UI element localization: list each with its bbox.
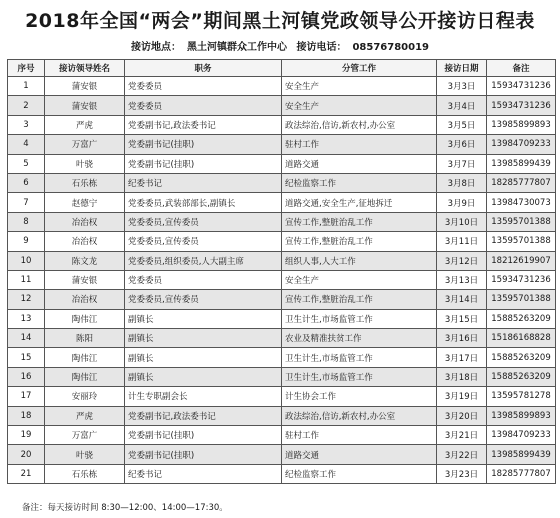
cell-no: 8 [8, 212, 45, 231]
cell-phone: 18285777807 [487, 464, 556, 483]
cell-no: 9 [8, 232, 45, 251]
cell-no: 11 [8, 270, 45, 289]
cell-date: 3月9日 [437, 193, 487, 212]
cell-no: 12 [8, 290, 45, 309]
cell-no: 21 [8, 464, 45, 483]
table-row [8, 96, 556, 115]
cell-date: 3月22日 [437, 445, 487, 464]
cell-position: 副镇长 [125, 309, 282, 328]
cell-name: 陈阳 [45, 329, 125, 348]
location-value: 黑土河镇群众工作中心 [186, 42, 287, 53]
document-title: 2018年全国“两会”期间黑土河镇党政领导公开接访日程表 [25, 10, 535, 32]
cell-no: 17 [8, 387, 45, 406]
location-label: 接访地点： [130, 42, 181, 53]
cell-no: 1 [8, 77, 45, 96]
cell-position: 党委委员,宣传委员 [125, 212, 282, 231]
table-row [8, 464, 556, 483]
table-row [8, 135, 556, 154]
cell-position: 副镇长 [125, 348, 282, 367]
cell-work: 卫生计生,市场监管工作 [282, 309, 437, 328]
table-row [8, 173, 556, 192]
cell-name: 陶伟江 [45, 367, 125, 386]
cell-work: 宣传工作,整脏治乱工作 [282, 290, 437, 309]
table-row [8, 445, 556, 464]
cell-date: 3月7日 [437, 154, 487, 173]
cell-no: 18 [8, 406, 45, 425]
cell-position: 党委副书记,政法委书记 [125, 115, 282, 134]
header-remark: 备注 [487, 60, 556, 77]
schedule-table [7, 59, 556, 484]
cell-position: 党委副书记(挂职) [125, 135, 282, 154]
header-work: 分管工作 [282, 60, 437, 77]
cell-phone: 15934731236 [487, 270, 556, 289]
cell-date: 3月16日 [437, 329, 487, 348]
cell-name: 赵德宁 [45, 193, 125, 212]
cell-name: 严虎 [45, 115, 125, 134]
table-row [8, 406, 556, 425]
cell-phone: 15934731236 [487, 77, 556, 96]
cell-phone: 13595701388 [487, 212, 556, 231]
table-row [8, 251, 556, 270]
cell-position: 计生专职副会长 [125, 387, 282, 406]
cell-position: 党委副书记(挂职) [125, 445, 282, 464]
cell-phone: 15934731236 [487, 96, 556, 115]
cell-phone: 15885263209 [487, 367, 556, 386]
cell-date: 3月15日 [437, 309, 487, 328]
cell-work: 驻村工作 [282, 426, 437, 445]
cell-no: 7 [8, 193, 45, 212]
cell-position: 党委委员 [125, 270, 282, 289]
table-row [8, 290, 556, 309]
cell-date: 3月11日 [437, 232, 487, 251]
cell-date: 3月12日 [437, 251, 487, 270]
cell-work: 道路交通 [282, 445, 437, 464]
table-row [8, 212, 556, 231]
cell-position: 党委委员,组织委员,人大副主席 [125, 251, 282, 270]
cell-work: 纪检监察工作 [282, 173, 437, 192]
table-row [8, 309, 556, 328]
cell-no: 13 [8, 309, 45, 328]
cell-name: 安丽玲 [45, 387, 125, 406]
cell-work: 宣传工作,整脏治乱工作 [282, 212, 437, 231]
cell-date: 3月18日 [437, 367, 487, 386]
cell-work: 政法综治,信访,新农村,办公室 [282, 406, 437, 425]
cell-name: 叶骁 [45, 445, 125, 464]
table-header-row [8, 60, 556, 77]
cell-name: 万富广 [45, 426, 125, 445]
cell-name: 陶伟江 [45, 348, 125, 367]
cell-date: 3月5日 [437, 115, 487, 134]
cell-phone: 13985899893 [487, 115, 556, 134]
cell-no: 2 [8, 96, 45, 115]
cell-phone: 18285777807 [487, 173, 556, 192]
cell-phone: 15885263209 [487, 348, 556, 367]
cell-name: 蒲安银 [45, 96, 125, 115]
cell-phone: 15186168828 [487, 329, 556, 348]
cell-name: 冶治权 [45, 290, 125, 309]
cell-date: 3月20日 [437, 406, 487, 425]
cell-no: 3 [8, 115, 45, 134]
cell-position: 党委副书记(挂职) [125, 154, 282, 173]
cell-date: 3月3日 [437, 77, 487, 96]
cell-position: 党委副书记,政法委书记 [125, 406, 282, 425]
visit-time-note: 备注：每天接访时间 8:30—12:00、14:00—17:30。 [22, 503, 228, 513]
cell-position: 纪委书记 [125, 464, 282, 483]
cell-position: 纪委书记 [125, 173, 282, 192]
cell-work: 道路交通,安全生产,征地拆迁 [282, 193, 437, 212]
table-row [8, 270, 556, 289]
cell-name: 万富广 [45, 135, 125, 154]
cell-work: 安全生产 [282, 270, 437, 289]
cell-name: 蒲安银 [45, 77, 125, 96]
cell-phone: 13595701388 [487, 290, 556, 309]
cell-date: 3月21日 [437, 426, 487, 445]
contact-info [0, 38, 560, 53]
cell-work: 安全生产 [282, 96, 437, 115]
phone-value: 08576780019 [352, 42, 430, 53]
table-row [8, 426, 556, 445]
cell-name: 严虎 [45, 406, 125, 425]
cell-position: 副镇长 [125, 329, 282, 348]
cell-phone: 13984709233 [487, 135, 556, 154]
cell-no: 19 [8, 426, 45, 445]
cell-name: 陶伟江 [45, 309, 125, 328]
table-row [8, 77, 556, 96]
cell-phone: 13984709233 [487, 426, 556, 445]
cell-name: 叶骁 [45, 154, 125, 173]
cell-work: 政法综治,信访,新农村,办公室 [282, 115, 437, 134]
cell-phone: 13595701388 [487, 232, 556, 251]
cell-no: 15 [8, 348, 45, 367]
cell-position: 党委委员,宣传委员 [125, 290, 282, 309]
cell-no: 5 [8, 154, 45, 173]
table-row [8, 193, 556, 212]
phone-label: 接访电话： [296, 42, 347, 53]
header-no: 序号 [8, 60, 45, 77]
cell-phone: 13985899893 [487, 406, 556, 425]
cell-name: 石乐栋 [45, 464, 125, 483]
cell-work: 计生协会工作 [282, 387, 437, 406]
cell-name: 陈文龙 [45, 251, 125, 270]
cell-phone: 18212619907 [487, 251, 556, 270]
cell-date: 3月23日 [437, 464, 487, 483]
cell-work: 安全生产 [282, 77, 437, 96]
cell-no: 16 [8, 367, 45, 386]
cell-date: 3月10日 [437, 212, 487, 231]
cell-date: 3月6日 [437, 135, 487, 154]
cell-position: 党委委员,武装部部长,副镇长 [125, 193, 282, 212]
cell-date: 3月17日 [437, 348, 487, 367]
cell-no: 20 [8, 445, 45, 464]
cell-work: 纪检监察工作 [282, 464, 437, 483]
cell-phone: 13595781278 [487, 387, 556, 406]
table-row [8, 387, 556, 406]
cell-work: 宣传工作,整脏治乱工作 [282, 232, 437, 251]
table-row [8, 367, 556, 386]
cell-name: 石乐栋 [45, 173, 125, 192]
cell-work: 农业及精准扶贫工作 [282, 329, 437, 348]
table-row [8, 154, 556, 173]
cell-position: 党委副书记(挂职) [125, 426, 282, 445]
cell-work: 组织人事,人大工作 [282, 251, 437, 270]
cell-date: 3月13日 [437, 270, 487, 289]
cell-work: 道路交通 [282, 154, 437, 173]
cell-date: 3月8日 [437, 173, 487, 192]
cell-date: 3月19日 [437, 387, 487, 406]
cell-no: 4 [8, 135, 45, 154]
header-date: 接访日期 [437, 60, 487, 77]
cell-name: 蒲安银 [45, 270, 125, 289]
cell-work: 卫生计生,市场监管工作 [282, 348, 437, 367]
cell-name: 冶治权 [45, 232, 125, 251]
cell-position: 党委委员 [125, 77, 282, 96]
table-row [8, 348, 556, 367]
cell-work: 驻村工作 [282, 135, 437, 154]
cell-date: 3月4日 [437, 96, 487, 115]
header-name: 接访领导姓名 [45, 60, 125, 77]
cell-no: 14 [8, 329, 45, 348]
cell-position: 党委委员 [125, 96, 282, 115]
cell-date: 3月14日 [437, 290, 487, 309]
cell-no: 10 [8, 251, 45, 270]
cell-name: 冶治权 [45, 212, 125, 231]
table-row [8, 115, 556, 134]
table-row [8, 232, 556, 251]
cell-no: 6 [8, 173, 45, 192]
table-row [8, 329, 556, 348]
cell-position: 副镇长 [125, 367, 282, 386]
cell-position: 党委委员,宣传委员 [125, 232, 282, 251]
cell-phone: 13984730073 [487, 193, 556, 212]
cell-phone: 13985899439 [487, 154, 556, 173]
cell-work: 卫生计生,市场监管工作 [282, 367, 437, 386]
cell-phone: 15885263209 [487, 309, 556, 328]
header-position: 职务 [125, 60, 282, 77]
cell-phone: 13985899439 [487, 445, 556, 464]
